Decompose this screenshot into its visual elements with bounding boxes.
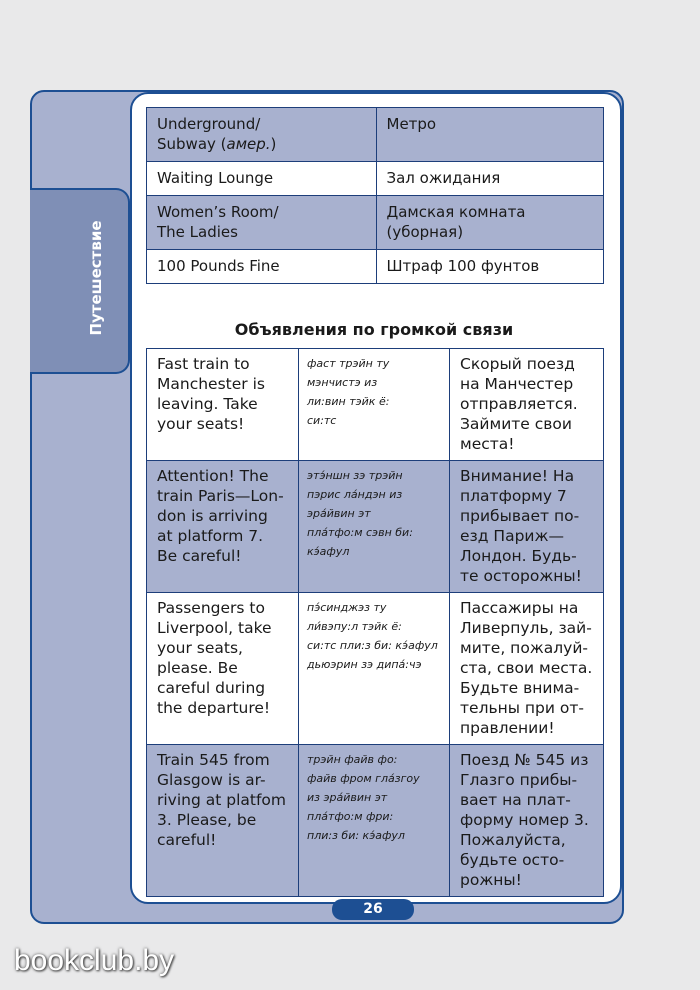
russian-cell: Пассажиры на Ливерпуль, зай- мите, пожалуй- ста, свои места. Будьте внима- тельны при от- правлении! [450, 593, 604, 745]
table-row [147, 108, 604, 162]
table-row [147, 162, 604, 196]
russian-cell: Поезд № 545 из Глазго прибы- вает на плат- форму номер 3. Пожалуйста, будьте осто- рожны! [450, 745, 604, 897]
table-row [147, 349, 604, 461]
english-cell: Train 545 from Glasgow is ar- riving at platfom 3. Please, be careful! [147, 745, 299, 897]
english-text: Underground/ [157, 115, 261, 133]
english-text-line2: Subway (амер.) [157, 135, 277, 153]
english-cell: Passengers to Liverpool, take your seats, please. Be careful during the departure! [147, 593, 299, 745]
table-row [147, 250, 604, 284]
english-text-line2: The Ladies [157, 223, 238, 241]
russian-cell: Внимание! На платформу 7 прибывает по- езд Париж— Лондон. Будь- те осторожны! [450, 461, 604, 593]
english-text: Women’s Room/ [157, 203, 279, 221]
russian-cell: Метро [376, 108, 604, 162]
transcription-cell: фаст трэйн ту мэнчистэ из ли:вин тэйк ё: си:тс [299, 349, 450, 461]
russian-cell [376, 196, 604, 250]
russian-cell: Зал ожидания [376, 162, 604, 196]
watermark: bookclub.by [14, 944, 175, 977]
table-row [147, 461, 604, 593]
russian-cell: Скорый поезд на Манчестер отправляется. Займите свои места! [450, 349, 604, 461]
transcription-cell: этэ́ншн зэ трэйн пэрис ла́ндэн из эра́йвин эт пла́тфо:м сэвн би: кэ́афул [299, 461, 450, 593]
russian-text: Дамская комната [386, 203, 526, 221]
table-row [147, 196, 604, 250]
section-title: Объявления по громкой связи [234, 320, 514, 339]
side-tab-label: Путешествие [87, 220, 105, 336]
transcription-cell: пэ́синджэз ту ли́вэпу:л тэйк ё: си:тс пли:з би: кэ́афул дьюэрин зэ дипа́:чэ [299, 593, 450, 745]
table-row [147, 593, 604, 745]
russian-cell: Штраф 100 фунтов [376, 250, 604, 284]
announcements-table [146, 348, 604, 897]
vocabulary-table [146, 107, 604, 284]
english-cell: 100 Pounds Fine [147, 250, 377, 284]
english-cell: Waiting Lounge [147, 162, 377, 196]
english-cell: Fast train to Manchester is leaving. Take your seats! [147, 349, 299, 461]
page-number: 26 [332, 899, 414, 920]
russian-text-line2: (уборная) [386, 223, 464, 241]
english-cell: Attention! The train Paris—Lon- don is arriving at platform 7. Be careful! [147, 461, 299, 593]
table-row [147, 745, 604, 897]
english-cell [147, 196, 377, 250]
english-cell [147, 108, 377, 162]
transcription-cell: трэйн файв фо: файв фром гла́згоу из эра́йвин эт пла́тфо:м фри: пли:з би: кэ́афул [299, 745, 450, 897]
side-tab [30, 188, 130, 374]
